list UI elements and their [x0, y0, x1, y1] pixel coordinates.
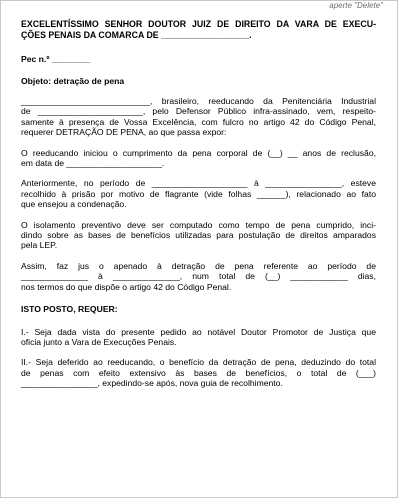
isolamento-line-3: pela LEP.	[21, 240, 58, 251]
objeto-heading: Objeto: detração de pena	[21, 75, 125, 86]
assim-paragraph	[21, 261, 376, 292]
request-2-line-2: de penas com efeito extensivo às bases de benefícios, o total de (___)	[21, 367, 376, 378]
isto-posto-heading: ISTO POSTO, REQUER:	[21, 304, 118, 315]
assim-line-1: Assim, faz jus o apenado à detração de pena referente ao período de	[21, 260, 376, 271]
request-2-line-3: ________________, expedindo-se após, nova guia de recolhimento.	[21, 378, 283, 389]
title-line-1: EXCELENTÍSSIMO SENHOR DOUTOR JUIZ DE DIREITO DA VARA DE EXECU-	[21, 19, 376, 29]
anteriormente-line-1: Anteriormente, no período de ____________________ à ________________, esteve	[21, 178, 376, 189]
request-item-1	[21, 327, 376, 348]
pec-number: Pec n.º ________	[21, 54, 91, 65]
request-1-line-2: oficia junto a Vara de Execuções Penais.	[21, 336, 177, 347]
petition-title	[21, 19, 376, 40]
title-line-2: ÇÕES PENAIS DA COMARCA DE __________________.	[21, 29, 252, 40]
intro-line-1: ___________________________, brasileiro, reeducando da Penitenciária Industrial	[21, 96, 376, 106]
intro-paragraph	[21, 96, 376, 138]
assim-line-3: nos termos do que dispõe o artigo 42 do Código Penal.	[21, 281, 232, 292]
request-2-line-1: II.- Seja deferido ao reeducando, o benefício da detração de pena, deduzindo do total	[21, 357, 376, 368]
isolamento-line-1: O isolamento preventivo deve ser computado como tempo de pena cumprido, inci-	[21, 219, 376, 230]
intro-line-3: samente à presença de Vossa Excelência, com fulcro no artigo 42 do Código Penal,	[21, 116, 376, 127]
delete-hint-label: aperte "Delete"	[329, 1, 383, 10]
anteriormente-paragraph	[21, 178, 376, 209]
request-item-2	[21, 357, 376, 388]
cumprimento-line-1: O reeducando iniciou o cumprimento da pena corporal de (__) __ anos de reclusão,	[21, 147, 376, 158]
anteriormente-line-2: recolhido à prisão por motivo de flagrante (vide folhas ______), relacionado ao fato	[21, 188, 376, 199]
request-1-line-1: I.- Seja dada vista do presente pedido ao notável Doutor Promotor de Justiça que	[21, 326, 376, 337]
intro-line-4: requerer DETRAÇÃO DE PENA, ao que passa expor:	[21, 127, 227, 138]
intro-line-2: de ______________________, pelo Defensor Público infra-assinado, vem, respeito-	[21, 106, 376, 117]
assim-line-2: ______________ à ______________, num total de (__) ____________ dias,	[21, 271, 376, 282]
isolamento-line-2: dindo sobre as bases de benefícios utilizadas para postulação de direitos amparados	[21, 230, 376, 241]
cumprimento-line-2: em data de ____________________.	[21, 158, 165, 169]
isolamento-paragraph	[21, 220, 376, 251]
petition-body	[21, 19, 376, 389]
cumprimento-paragraph	[21, 148, 376, 169]
anteriormente-line-3: que ensejou a condenação.	[21, 199, 127, 210]
